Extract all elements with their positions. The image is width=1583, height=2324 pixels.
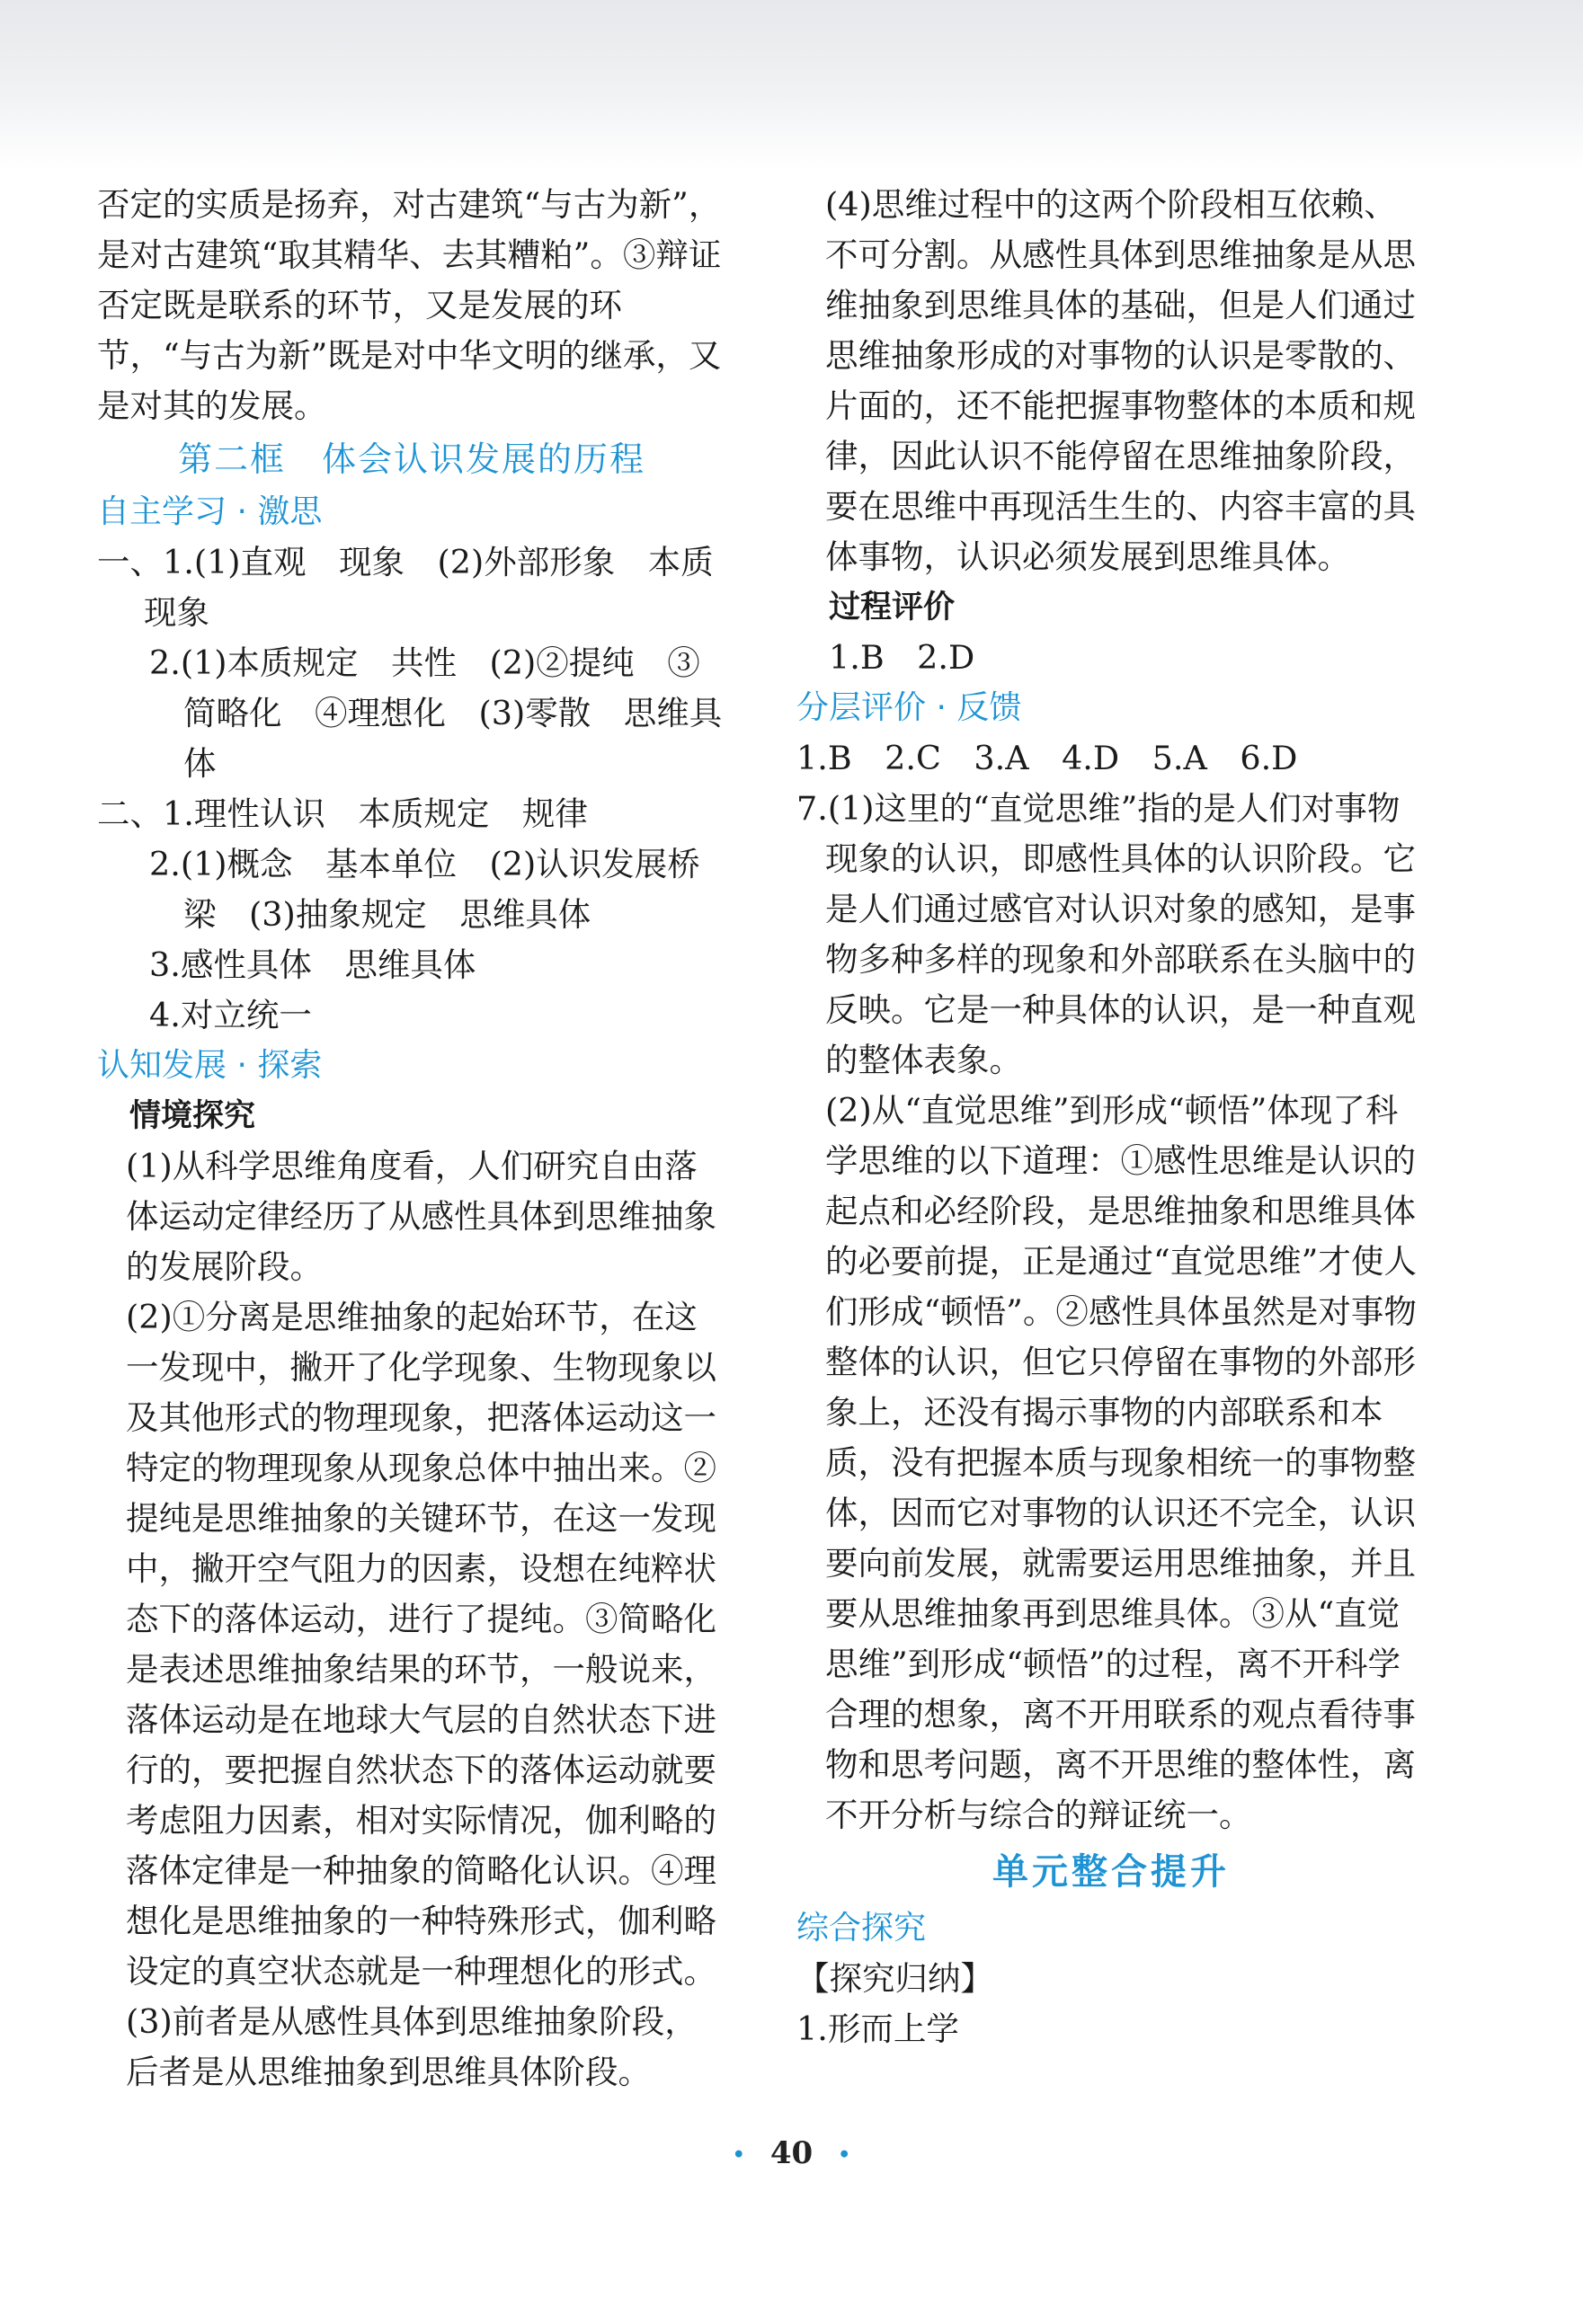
left-column [97, 180, 747, 2098]
answer-paragraph: 7.(1)这里的“直觉思维”指的是人们对事物现象的认识，即感性具体的认识阶段。它是人们通过感官对认识对象的感知，是事物多种多样的现象和外部联系在头脑中的反映。它是一种具体的认识，是一种直观的整体表象。 [796, 789, 1416, 1079]
answer-paragraph: (4)思维过程中的这两个阶段相互依赖、不可分割。从感性具体到思维抽象是从思维抽象到思维具体的基础，但是人们通过思维抽象形成的对事物的认识是零散的、片面的，还不能把握事物整体的本质和规律，因此认识不能停留在思维抽象阶段，要在思维中再现活生生的、内容丰富的具体事物，认识必须发展到思维具体。 [825, 185, 1416, 576]
dot-decoration-icon: • [732, 2143, 745, 2167]
page-number [0, 2135, 1583, 2171]
answer-line: 二、1.理性认识 本质规定 规律 [97, 794, 588, 833]
frame-title: 第二框 体会认识发展的历程 [177, 439, 645, 479]
right-column [796, 180, 1426, 2054]
answer-line: 1.形而上学 [796, 2009, 959, 2048]
answer-line: 1.B 2.C 3.A 4.D 5.A 6.D [796, 739, 1298, 777]
section-heading-layered-evaluation: 分层评价 · 反馈 [796, 689, 1022, 726]
answer-line: 一、1.(1)直观 现象 (2)外部形象 本质 现象 [97, 543, 747, 632]
section-heading-comprehensive-inquiry: 综合探究 [796, 1910, 927, 1947]
bracket-heading: 【探究归纳】 [796, 1959, 993, 1998]
section-heading-self-study: 自主学习 · 激思 [97, 493, 323, 530]
answer-paragraph: (2)①分离是思维抽象的起始环节，在这一发现中，撇开了化学现象、生物现象以及其他形式的物理现象，把落体运动这一特定的物理现象从现象总体中抽出来。②提纯是思维抽象的关键环节，在这一发现中，撇开空气阻力的因素，设想在纯粹状态下的落体运动，进行了提纯。③简略化是表述思维抽象结果的环节，一般说来，落体运动是在地球大气层的自然状态下进行的，要把握自然状态下的落体运动就要考虑阻力因素，相对实际情况，伽利略的落体定律是一种抽象的简略化认识。④理想化是思维抽象的一种特殊形式，伽利略设定的真空状态就是一种理想化的形式。 [126, 1298, 716, 1991]
answer-paragraph: (1)从科学思维角度看，人们研究自由落体运动定律经历了从感性具体到思维抽象的发展阶段。 [126, 1147, 716, 1286]
subheading-situation-inquiry: 情境探究 [129, 1098, 256, 1134]
answer-paragraph: (2)从“直觉思维”到形成“顿悟”体现了科学思维的以下道理：①感性思维是认识的起点和必经阶段，是思维抽象和思维具体的必要前提，正是通过“直觉思维”才使人们形成“顿悟”。②感性具体虽然是对事物整体的认识，但它只停留在事物的外部形象上，还没有揭示事物的内部联系和本质，没有把握本质与现象相统一的事物整体，因而它对事物的认识还不完全，认识要向前发展，就需要运用思维抽象，并且要从思维抽象再到思维具体。③从“直觉思维”到形成“顿悟”的过程，离不开科学合理的想象，离不开用联系的观点看待事物和思考问题，离不开思维的整体性，离不开分析与综合的辩证统一。 [825, 1091, 1417, 1834]
answer-line: 2.(1)概念 基本单位 (2)认识发展桥梁 (3)抽象规定 思维具体 [149, 845, 700, 934]
answer-line: 2.(1)本质规定 共性 (2)②提纯 ③简略化 ④理想化 (3)零散 思维具体 [149, 643, 723, 783]
section-heading-cognitive-development: 认知发展 · 探索 [97, 1047, 323, 1084]
answer-paragraph: 否定的实质是扬弃，对古建筑“与古为新”，是对古建筑“取其精华、去其糟粕”。③辩证否定既是联系的环节，又是发展的环节，“与古为新”既是对中华文明的继承，又是对其的发展。 [97, 185, 722, 425]
unit-title: 单元整合提升 [992, 1850, 1230, 1893]
answer-paragraph: (3)前者是从感性具体到思维抽象阶段，后者是从思维抽象到思维具体阶段。 [126, 2002, 698, 2091]
answer-line: 1.B 2.D [829, 638, 975, 677]
answer-line: 4.对立统一 [149, 996, 312, 1034]
page-number-text: 40 [769, 2135, 814, 2171]
dot-decoration-icon: • [838, 2143, 851, 2167]
subheading-process-evaluation: 过程评价 [829, 590, 956, 625]
answer-line: 3.感性具体 思维具体 [149, 945, 476, 984]
scan-top-shading [0, 0, 1583, 171]
